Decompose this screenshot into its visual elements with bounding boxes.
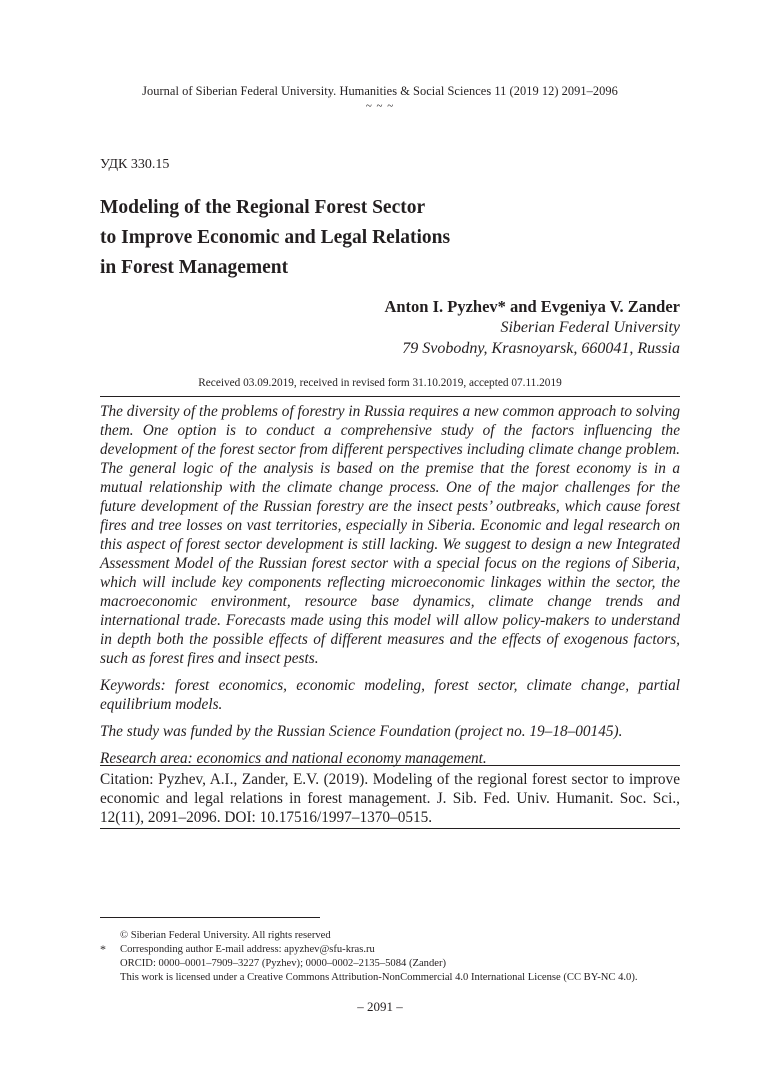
footnotes bbox=[120, 929, 700, 985]
received-dates: Received 03.09.2019, received in revised form 31.10.2019, accepted 07.11.2019 bbox=[198, 377, 562, 389]
title-line: to Improve Economic and Legal Relations bbox=[100, 227, 451, 248]
divider bbox=[100, 828, 680, 829]
affiliation: Siberian Federal University bbox=[500, 319, 680, 336]
abstract-text: The diversity of the problems of forestry in Russia requires a new common approach to solving them. One option is to conduct a comprehensive study of the factors influencing the development of the forest sector from different perspectives including climate change problem. The general logic of the analysis is based on the premise that the forest economy is in a mutual relationship with the climate change process. One of the major challenges for the future development of the Russian forestry are the insect pests’ outbreaks, which cause forest fires and tree losses on vast territories, especially in Siberia. Economic and legal research on this aspect of forest sector development is still lacking. We suggest to design a new Integrated Assessment Model of the Russian forest sector with a special focus on the regions of Siberia, which will include key components reflecting microeconomic linkages within the sector, the macroeconomic environment, resource base dynamics, climate change trends and international trade. Forecasts made using this model will allow policy-makers to understand in depth both the possible effects of different measures and the effects of exogenous factors, such as forest fires and insect pests. bbox=[100, 403, 680, 667]
keywords: Keywords: forest economics, economic modeling, forest sector, climate change, partial equilibrium models. bbox=[100, 677, 680, 713]
funding-note: The study was funded by the Russian Science Foundation (project no. 19–18–00145). bbox=[100, 723, 623, 740]
affiliation-address: 79 Svobodny, Krasnoyarsk, 660041, Russia bbox=[402, 340, 680, 357]
citation: Citation: Pyzhev, A.I., Zander, E.V. (2019). Modeling of the regional forest sector to improve economic and legal relations in forest management. J. Sib. Fed. Univ. Humanit. Soc. Sci., 12(11), 2091–2096. DOI: 10.17516/1997–1370–0515. bbox=[100, 771, 680, 826]
udc-code: УДК 330.15 bbox=[100, 157, 170, 172]
orcid-note: ORCID: 0000–0001–7909–3227 (Pyzhev); 0000–0002–2135–5084 (Zander) bbox=[120, 958, 447, 969]
corresponding-author: Corresponding author E-mail address: apyzhev@sfu-kras.ru bbox=[120, 944, 375, 955]
copyright-note: © Siberian Federal University. All rights reserved bbox=[120, 930, 331, 941]
paper-title bbox=[100, 193, 660, 283]
divider bbox=[100, 396, 680, 397]
footnote-star: * bbox=[100, 942, 106, 956]
authors-block bbox=[384, 296, 680, 359]
divider bbox=[100, 765, 680, 766]
page-number: – 2091 – bbox=[357, 999, 403, 1014]
title-line: Modeling of the Regional Forest Sector bbox=[100, 197, 426, 218]
title-line: in Forest Management bbox=[100, 257, 289, 278]
journal-header: Journal of Siberian Federal University. Humanities & Social Sciences 11 (2019 12) 2091–2096 bbox=[142, 84, 618, 98]
research-area: Research area: economics and national economy management. bbox=[100, 750, 487, 767]
author-names: Anton I. Pyzhev* and Evgeniya V. Zander bbox=[384, 297, 680, 316]
abstract-block bbox=[100, 402, 680, 768]
license-note: This work is licensed under a Creative Commons Attribution-NonCommercial 4.0 International License (CC BY-NC 4.0). bbox=[120, 972, 638, 983]
header-ornament: ~ ~ ~ bbox=[365, 100, 395, 112]
footnote-divider bbox=[100, 917, 320, 918]
